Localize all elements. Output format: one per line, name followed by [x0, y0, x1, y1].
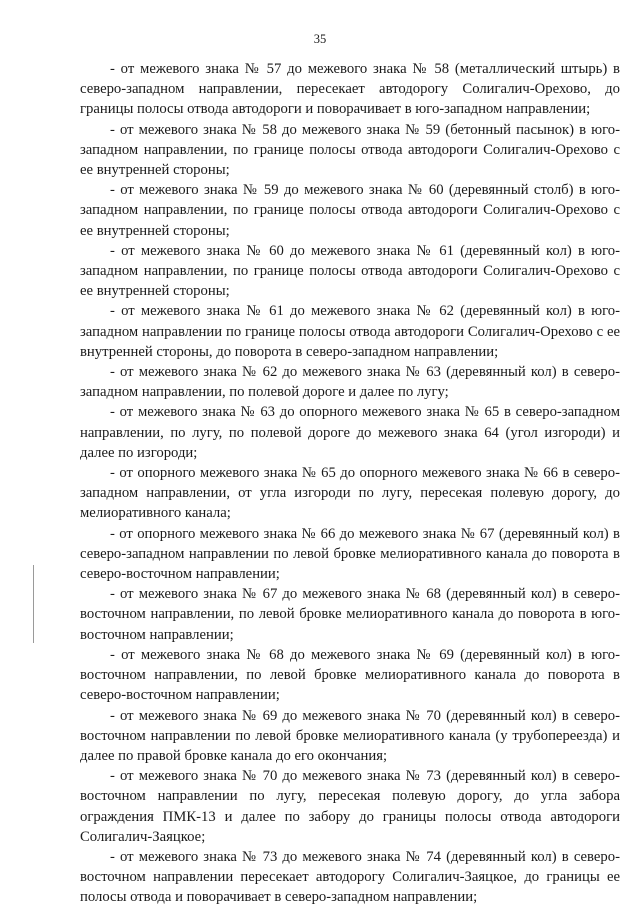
page-number: 35: [313, 32, 327, 46]
boundary-paragraph: - от межевого знака № 60 до межевого знака № 61 (деревянный кол) в юго-западном направлении, по границе полосы отвода автодороги Солигалич-Орехово с ее внутренней стороны;: [80, 242, 620, 300]
document-body: [80, 59, 620, 908]
boundary-paragraph: - от межевого знака № 59 до межевого знака № 60 (деревянный столб) в юго-западном направлении, по границе полосы отвода автодороги Солигалич-Орехово с ее внутренней стороны;: [80, 182, 620, 239]
boundary-paragraph: - от межевого знака № 62 до межевого знака № 63 (деревянный кол) в северо-западном направлении, по полевой дороге и далее по лугу;: [80, 364, 620, 401]
boundary-paragraph: - от межевого знака № 57 до межевого знака № 58 (металлический штырь) в северо-западном направлении, пересекает автодорогу Солигалич-Орехово, до границы полосы отвода автодороги и поворачивает в юго-западном направлении;: [80, 61, 620, 118]
boundary-paragraph: - от межевого знака № 73 до межевого знака № 74 (деревянный кол) в северо-восточном направлении пересекает автодорогу Солигалич-Заяцкое, до границы ее полосы отвода и поворачивает в северо-западном направлении;: [80, 848, 620, 906]
boundary-paragraph: - от межевого знака № 67 до межевого знака № 68 (деревянный кол) в северо-восточном направлении, по левой бровке мелиоративного канала до поворота в юго-восточном направлении;: [80, 586, 620, 643]
boundary-paragraph: - от межевого знака № 70 до межевого знака № 73 (деревянный кол) в северо-восточном направлении по лугу, пересекая полевую дорогу, до угла забора ограждения ПМК-13 и далее по забору до границы полосы отвода автодороги Солигалич-Заяцкое;: [80, 768, 620, 845]
boundary-paragraph: - от межевого знака № 58 до межевого знака № 59 (бетонный пасынок) в юго-западном направлении, по границе полосы отвода автодороги Солигалич-Орехово с ее внутренней стороны;: [80, 121, 620, 179]
boundary-paragraph: - от межевого знака № 63 до опорного межевого знака № 65 в северо-западном направлении, по лугу, по полевой дороге до межевого знака 64 (угол изгороди) и далее по изгороди;: [80, 404, 620, 461]
boundary-paragraph: - от опорного межевого знака № 65 до опорного межевого знака № 66 в северо-западном направлении, от угла изгороди по лугу, пересекая полевую дорогу, до мелиоративного канала;: [80, 465, 620, 522]
margin-scan-mark: [33, 565, 34, 643]
boundary-paragraph: - от опорного межевого знака № 66 до межевого знака № 67 (деревянный кол) в северо-западном направлении по левой бровке мелиоративного канала до поворота в северо-восточном направлении;: [80, 525, 620, 583]
boundary-paragraph: - от межевого знака № 61 до межевого знака № 62 (деревянный кол) в юго-западном направлении по границе полосы отвода автодороги Солигалич-Орехово с ее внутренней стороны, до поворота в северо-западном направлении;: [80, 303, 620, 360]
boundary-paragraph: - от межевого знака № 69 до межевого знака № 70 (деревянный кол) в северо-восточном направлении по левой бровке мелиоративного канала (у трубопереезда) и далее по правой бровке канала до его окончания;: [80, 707, 620, 764]
boundary-paragraph: - от межевого знака № 68 до межевого знака № 69 (деревянный кол) в юго-восточном направлении, по левой бровке мелиоративного канала до поворота в северо-восточном направлении;: [80, 646, 620, 704]
